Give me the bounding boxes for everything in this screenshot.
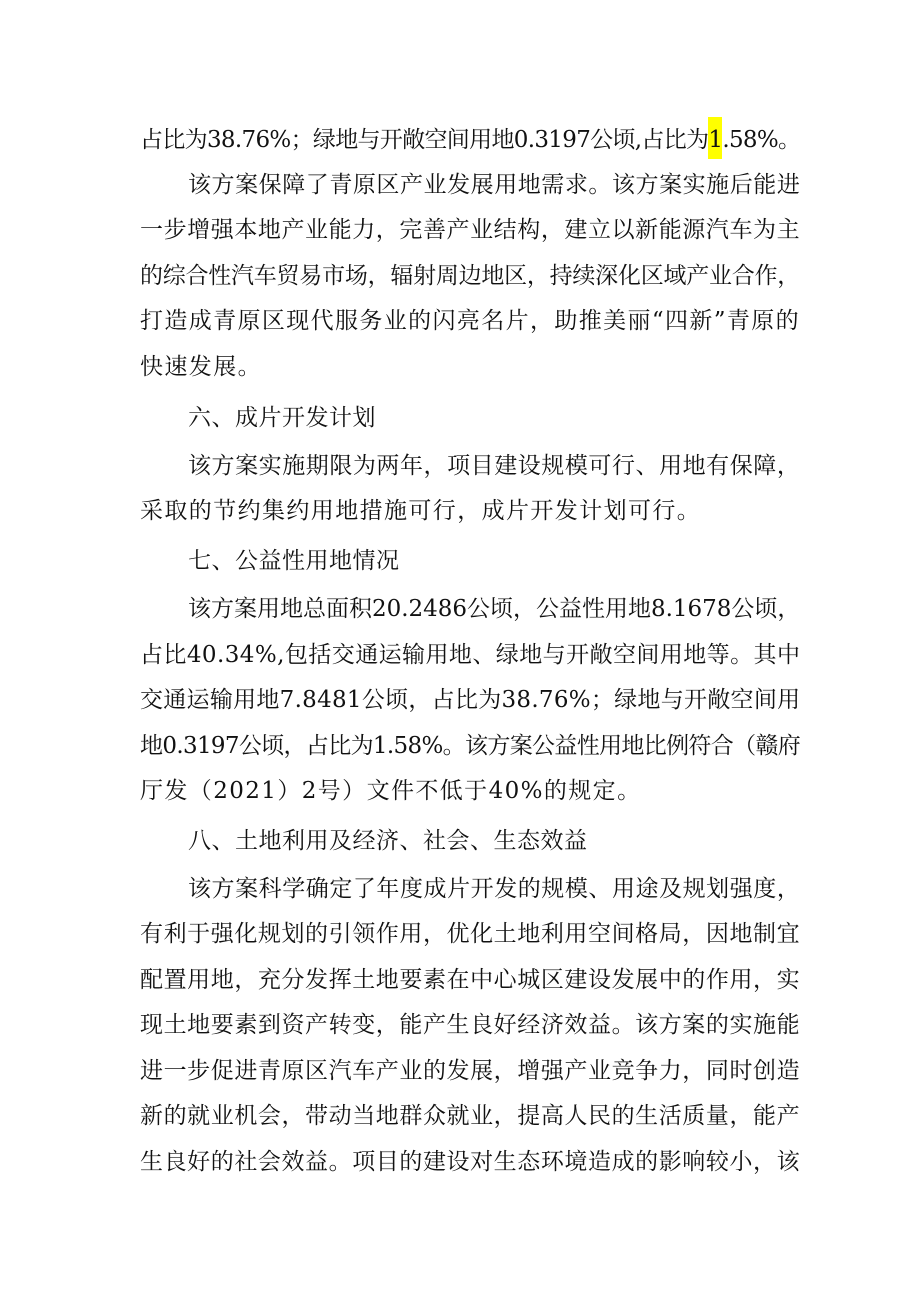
- paragraph-line: 新的就业机会，带动当地群众就业，提高人民的生活质量，能产: [140, 1103, 801, 1129]
- section-heading: 六、成片开发计划: [188, 405, 376, 431]
- paragraph-line: 有利于强化规划的引领作用，优化土地利用空间格局，因地制宜: [140, 921, 801, 947]
- paragraph-line: 采取的节约集约用地措施可行，成片开发计划可行。: [140, 498, 702, 524]
- paragraph-line: 地0.3197公顷，占比为1.58%。该方案公益性用地比例符合（赣府: [140, 733, 801, 759]
- paragraph-line: 该方案科学确定了年度成片开发的规模、用途及规划强度，: [188, 876, 801, 902]
- paragraph-line: 一步增强本地产业能力，完善产业结构，建立以新能源汽车为主: [140, 217, 801, 243]
- paragraph-line: 进一步促进青原区汽车产业的发展，增强产业竞争力，同时创造: [140, 1058, 801, 1084]
- paragraph-line: 厅发（2021）2号）文件不低于40%的规定。: [140, 778, 642, 804]
- continuation-line: [140, 122, 800, 158]
- paragraph-line: 快速发展。: [140, 354, 262, 380]
- paragraph-line: 该方案实施期限为两年，项目建设规模可行、用地有保障，: [188, 453, 801, 479]
- section-heading: 八、土地利用及经济、社会、生态效益: [188, 828, 588, 854]
- paragraph-line: 打造成青原区现代服务业的闪亮名片，助推美丽“四新”青原的: [140, 308, 800, 334]
- paragraph-line: 交通运输用地7.8481公顷，占比为38.76%；绿地与开敞空间用: [140, 687, 801, 713]
- continuation-text-end: .58%。: [722, 127, 801, 153]
- paragraph-line: 占比40.34%,包括交通运输用地、绿地与开敞空间用地等。其中: [140, 642, 801, 668]
- paragraph-line: 的综合性汽车贸易市场，辐射周边地区，持续深化区域产业合作，: [140, 263, 800, 289]
- paragraph-line: 该方案用地总面积20.2486公顷，公益性用地8.1678公顷，: [188, 596, 801, 622]
- paragraph-line: 该方案保障了青原区产业发展用地需求。该方案实施后能进: [188, 172, 801, 198]
- paragraph-line: 配置用地，充分发挥土地要素在中心城区建设发展中的作用，实: [140, 967, 801, 993]
- paragraph-line: 生良好的社会效益。项目的建设对生态环境造成的影响较小，该: [140, 1149, 801, 1175]
- section-heading: 七、公益性用地情况: [188, 548, 400, 574]
- highlighted-text: 1: [708, 117, 722, 159]
- continuation-text: 占比为38.76%；绿地与开敞空间用地0.3197公顷,占比为: [140, 127, 709, 153]
- paragraph-line: 现土地要素到资产转变，能产生良好经济效益。该方案的实施能: [140, 1012, 801, 1038]
